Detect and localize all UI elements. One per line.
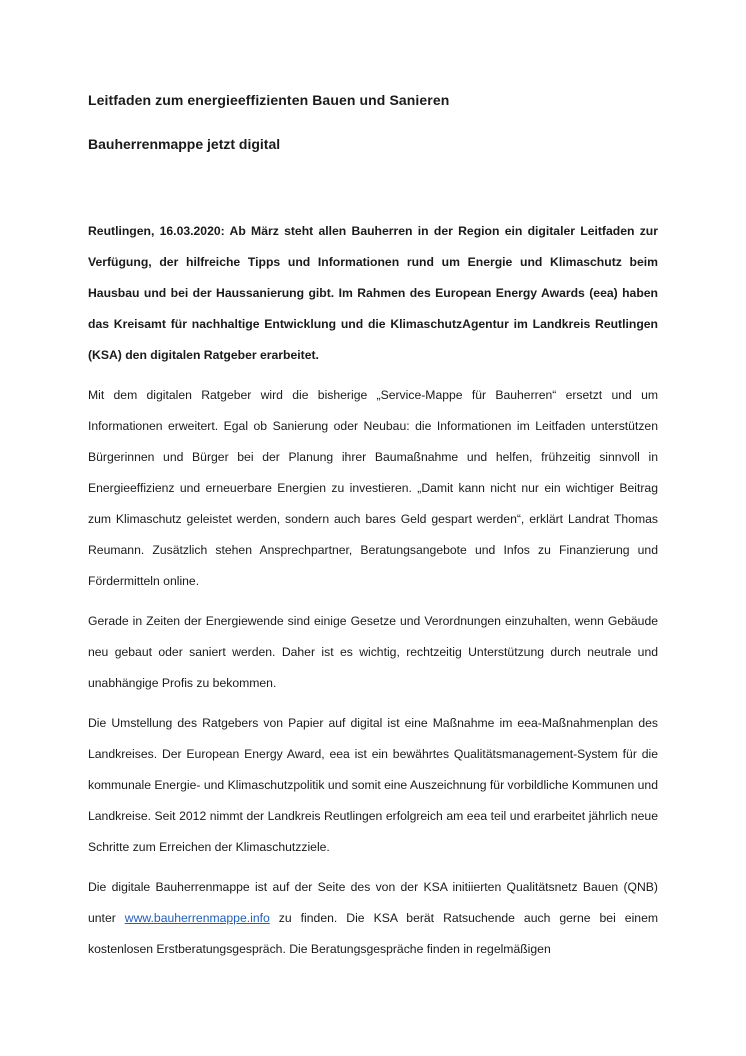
paragraph-4-text-start: Die digitale Bauherrenmappe ist auf der Seite des von der KSA initiierten Qualitätsnetz Bauen (QNB) unter [88,880,658,925]
paragraph-2: Gerade in Zeiten der Energiewende sind einige Gesetze und Verordnungen einzuhalten, wenn Gebäude neu gebaut oder saniert werden. Daher ist es wichtig, rechtzeitig Unterstützung durch neutrale und unabhängige Profis zu bekommen. [88,614,658,690]
document-title: Leitfaden zum energieeffizienten Bauen und Sanieren [88,92,450,108]
document-body [88,216,658,974]
lead-paragraph: Reutlingen, 16.03.2020: Ab März steht allen Bauherren in der Region ein digitaler Leitfaden zur Verfügung, der hilfreiche Tipps und Informationen rund um Energie und Klimaschutz beim Hausbau und bei der Haussanierung gibt. Im Rahmen des European Energy Awards (eea) haben das Kreisamt für nachhaltige Entwicklung und die KlimaschutzAgentur im Landkreis Reutlingen (KSA) den digitalen Ratgeber erarbeitet. [88,224,658,362]
paragraph-1: Mit dem digitalen Ratgeber wird die bisherige „Service-Mappe für Bauherren“ ersetzt und um Informationen erweitert. Egal ob Sanierung oder Neubau: die Informationen im Leitfaden unterstützen Bürgerinnen und Bürger bei der Planung ihrer Baumaßnahme und helfen, frühzeitig sinnvoll in Energieeffizienz und erneuerbare Energien zu investieren. „Damit kann nicht nur ein wichtiger Beitrag zum Klimaschutz geleistet werden, sondern auch bares Geld gespart werden“, erklärt Landrat Thomas Reumann. Zusätzlich stehen Ansprechpartner, Beratungsangebote und Infos zu Finanzierung und Fördermitteln online. [88,388,658,588]
paragraph-4-text-end: zu finden. Die KSA berät Ratsuchende auch gerne bei einem kostenlosen Erstberatungsgespräch. Die Beratungsgespräche finden in regelmäßigen [88,911,659,956]
document-subtitle: Bauherrenmappe jetzt digital [88,136,281,152]
paragraph-3: Die Umstellung des Ratgebers von Papier auf digital ist eine Maßnahme im eea-Maßnahmenplan des Landkreises. Der European Energy Award, eea ist ein bewährtes Qualitätsmanagement-System für die kommunale Energie- und Klimaschutzpolitik und somit eine Auszeichnung für vorbildliche Kommunen und Landkreise. Seit 2012 nimmt der Landkreis Reutlingen erfolgreich am eea teil und erarbeitet jährlich neue Schritte zum Erreichen der Klimaschutzziele. [88,716,658,854]
bauherrenmappe-link[interactable]: www.bauherrenmappe.info [124,911,270,925]
paragraph-4 [88,872,658,965]
